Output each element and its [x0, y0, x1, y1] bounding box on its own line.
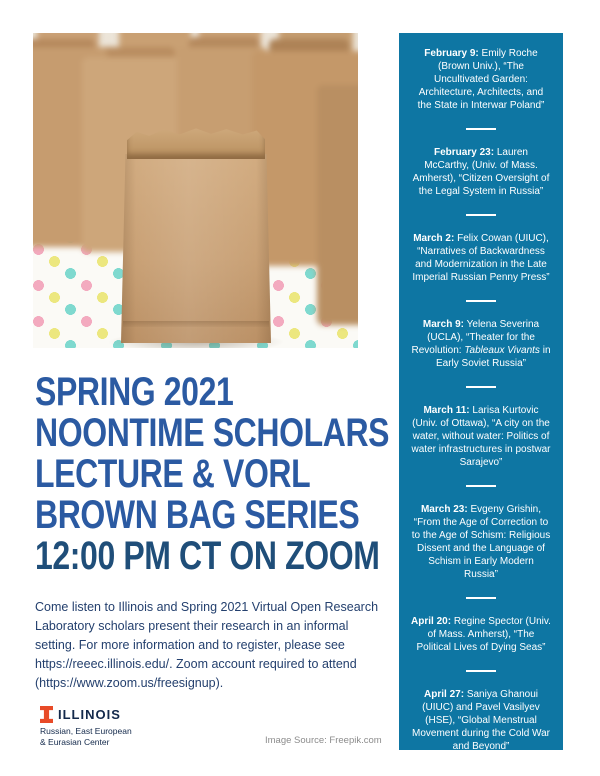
entry-date: February 9: — [424, 48, 479, 59]
schedule-entry — [411, 47, 551, 112]
entry-text: Emily Roche (Brown Univ.), “The Uncultivated Garden: Architecture, Architects, and the State in Interwar Poland” — [417, 48, 545, 111]
entry-text: Evgeny Grishin, “From the Age of Correction to to the Age of Schism: Religious Dissent and the Language of Schism in Early Modern Russia” — [411, 504, 551, 580]
reeec-logo — [40, 706, 132, 748]
entry-divider — [466, 769, 496, 771]
center-name — [40, 726, 132, 748]
page-title — [35, 372, 478, 577]
entry-date: February 23: — [434, 147, 495, 158]
title-line-text: NOONTIME SCHOLARS — [35, 411, 390, 455]
title-line-time — [35, 536, 478, 577]
title-line-text: BROWN BAG SERIES — [35, 493, 360, 537]
entry-text: Felix Cowan (UIUC), “Narratives of Backwardness and Modernization in the Late Imperial Russian Penny Press” — [412, 233, 550, 283]
background-bag — [317, 85, 358, 325]
schedule-entry — [411, 232, 551, 284]
title-line-text: 12:00 PM CT ON ZOOM — [35, 534, 380, 578]
entry-text: Tableaux Vivants — [464, 345, 540, 356]
entry-text: Yelena Severina (UCLA), “Theater for the Revolution: — [411, 319, 540, 356]
title-line — [35, 454, 478, 495]
schedule-entry — [411, 318, 551, 370]
brown-bag-photo — [33, 33, 358, 348]
bag-body — [121, 154, 271, 343]
title-line — [35, 372, 478, 413]
entry-date: April 20: — [411, 616, 452, 627]
title-line — [35, 495, 478, 536]
entry-date: March 2: — [413, 233, 455, 244]
entry-text: Lauren McCarthy, (Univ. of Mass. Amherst), “Citizen Oversight of the Legal System in Russia” — [412, 147, 550, 197]
center-name-line1: Russian, East European — [40, 726, 132, 736]
entry-date: March 11: — [423, 405, 470, 416]
entry-divider — [466, 597, 496, 599]
bag-folded-top — [127, 125, 265, 159]
center-name-line2: & Eurasian Center — [40, 737, 110, 747]
schedule-entry — [411, 688, 551, 753]
entry-text: Regine Spector (Univ. of Mass. Amherst), “The Political Lives of Dying Seas” — [416, 616, 551, 653]
image-credit: Image Source: Freepik.com — [265, 735, 382, 746]
schedule-entry — [411, 146, 551, 198]
illinois-logo-row — [40, 706, 132, 723]
entry-divider — [466, 214, 496, 216]
bag-bottom-fold — [123, 321, 269, 327]
entry-text: Larisa Kurtovic (Univ. of Ottawa), “A city on the water, without water: Politics of water infrastructures in postwar Sarajevo” — [411, 405, 551, 468]
entry-divider — [466, 300, 496, 302]
description-paragraph: Come listen to Illinois and Spring 2021 Virtual Open Research Laboratory scholars present their research in an informal setting. For more information and to register, please see https://reeec.illinois.edu/. Zoom account required to attend (https://www.zoom.us/freesignup). — [35, 600, 379, 690]
title-line — [35, 413, 478, 454]
entry-divider — [466, 128, 496, 130]
illinois-wordmark: ILLINOIS — [58, 707, 121, 722]
main-paper-bag — [121, 125, 271, 343]
entry-divider — [466, 670, 496, 672]
title-line-text: SPRING 2021 — [35, 370, 234, 414]
entry-date: March 9: — [422, 319, 465, 330]
entry-date: March 23: — [420, 504, 468, 515]
entry-text: Saniya Ghanoui (UIUC) and Pavel Vasilyev (HSE), “Global Menstrual Movement during the Cold War and Beyond” — [411, 689, 551, 752]
entry-text: in Early Soviet Russia” — [435, 345, 551, 369]
entry-date: April 27: — [424, 689, 465, 700]
schedule-entry — [411, 615, 551, 654]
illinois-block-i-icon — [40, 706, 53, 723]
title-line-text: LECTURE & VORL — [35, 452, 311, 496]
